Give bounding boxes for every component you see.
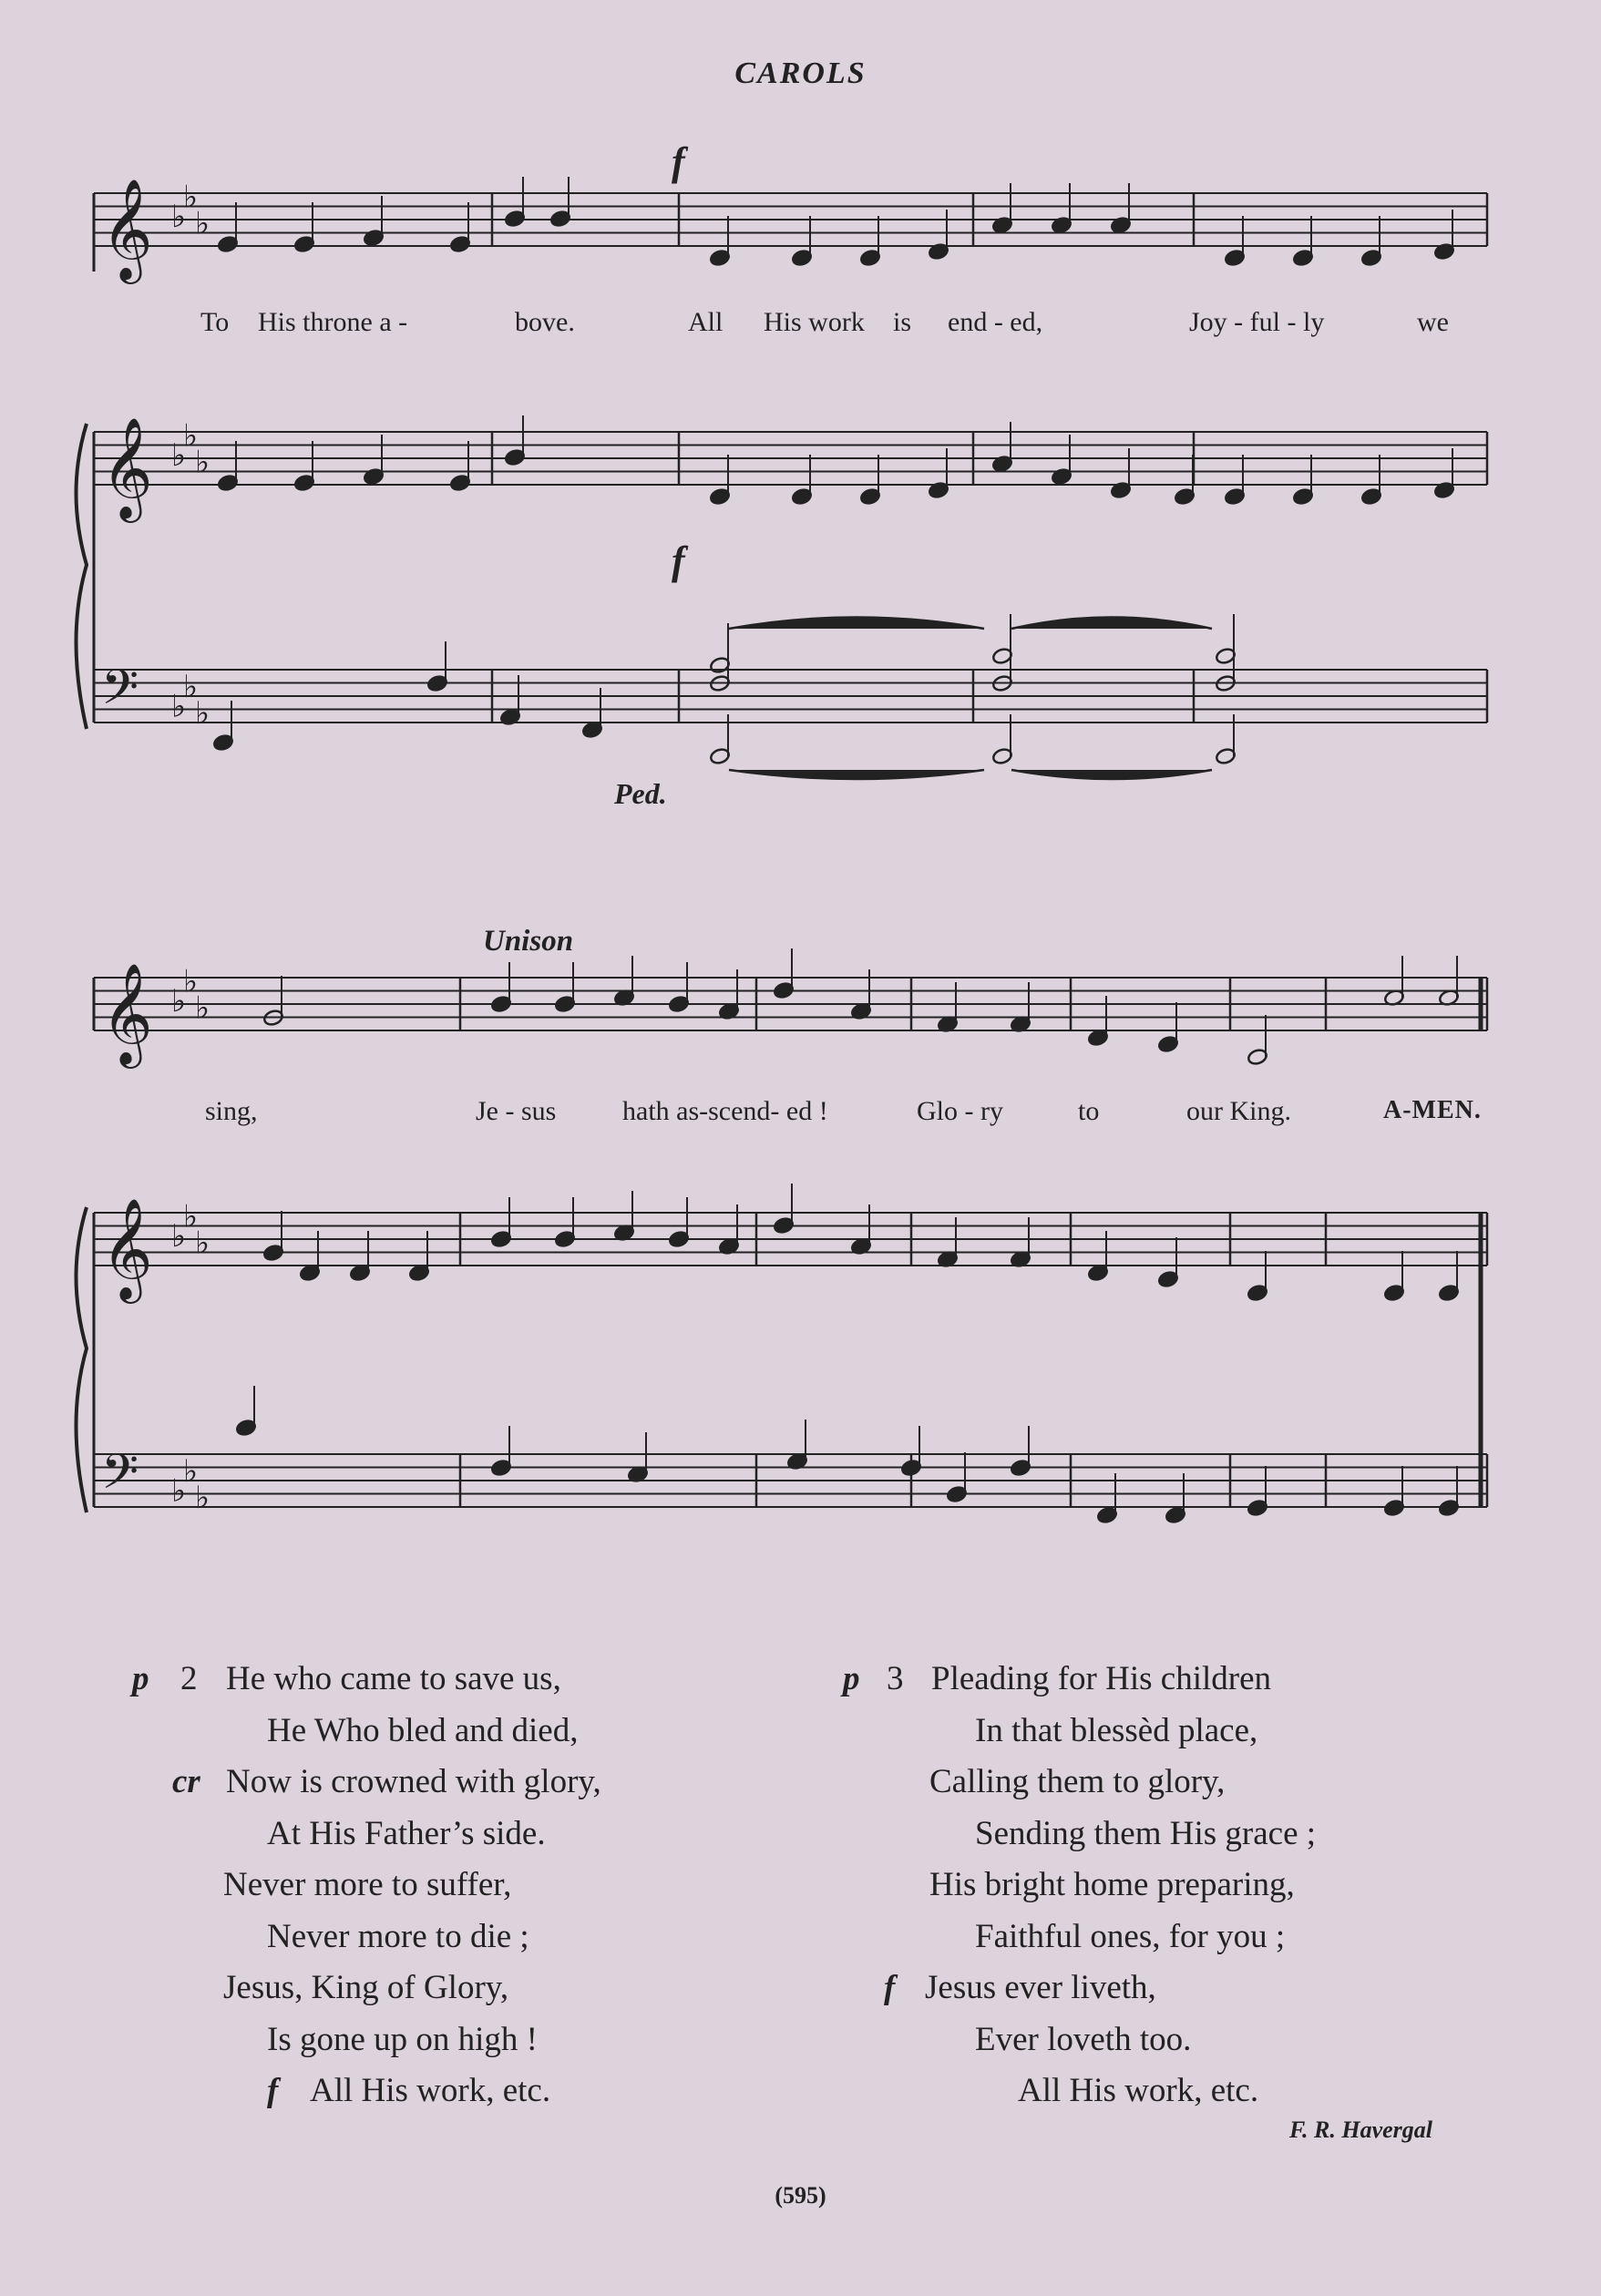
- piano-brace: [77, 424, 87, 729]
- treble-clef-icon: 𝄞: [101, 962, 153, 1064]
- page-number: (595): [775, 2182, 826, 2209]
- verse-text: He Who bled and died,: [267, 1711, 579, 1749]
- verse-2: [132, 1654, 788, 2117]
- verse-line: [132, 1809, 788, 1860]
- flat-icon: ♭: [171, 1218, 187, 1255]
- verse-text: In that blessèd place,: [975, 1711, 1258, 1749]
- dynamic-mark: f: [267, 2072, 279, 2109]
- lyric-s2-5: our King.: [1186, 1096, 1291, 1126]
- flat-icon: ♭: [171, 983, 187, 1020]
- verse-line: [843, 2014, 1499, 2066]
- treble-clef-icon: 𝄞: [101, 416, 153, 518]
- flat-icon: ♭: [183, 417, 199, 455]
- verse-text: Never more to die ;: [267, 1917, 529, 1955]
- verse-text: Sending them His grace ;: [975, 1814, 1317, 1852]
- flat-icon: ♭: [183, 668, 199, 705]
- dynamic-mark: f: [884, 1969, 896, 2006]
- verse-line: [843, 1757, 1499, 1809]
- verse-text: His bright home preparing,: [929, 1866, 1295, 1903]
- lyric-s2-3: Glo - ry: [917, 1096, 1003, 1126]
- unison-mark: Unison: [483, 925, 574, 958]
- lyric-s1-1: His throne a -: [258, 307, 408, 337]
- flat-icon: ♭: [171, 688, 187, 725]
- bass-clef-icon: 𝄢: [101, 660, 139, 728]
- verse-3: [843, 1654, 1499, 2117]
- verse-line: [843, 1706, 1499, 1758]
- verse-text: Is gone up on high !: [267, 2020, 538, 2058]
- author-attribution: F. R. Havergal: [1289, 2117, 1432, 2143]
- lyric-s2-4: to: [1078, 1096, 1100, 1126]
- verse-line: [843, 1654, 1499, 1706]
- verse-number: 2: [180, 1660, 198, 1697]
- treble-clef-icon: 𝄞: [101, 1197, 153, 1299]
- piano-brace: [77, 1207, 87, 1512]
- lyric-s1-7: Joy - ful - ly: [1189, 307, 1325, 337]
- verse-text: Jesus, King of Glory,: [223, 1969, 509, 2006]
- verse-line: [132, 1963, 788, 2014]
- verse-line: [843, 1809, 1499, 1860]
- dynamic-mark: p: [132, 1660, 149, 1697]
- verse-line: [132, 1757, 788, 1809]
- verse-line: [132, 1912, 788, 1963]
- lyric-s1-6: end - ed,: [948, 307, 1043, 337]
- flat-icon: ♭: [195, 1225, 210, 1262]
- flat-icon: ♭: [171, 1472, 187, 1510]
- lyric-s1-8: we: [1417, 307, 1449, 337]
- lyric-s2-amen: A-MEN.: [1383, 1096, 1482, 1124]
- verse-line: [132, 1706, 788, 1758]
- verse-text: Ever loveth too.: [975, 2020, 1192, 2058]
- lyric-s2-0: sing,: [205, 1096, 258, 1126]
- verse-line: [843, 1912, 1499, 1963]
- flat-icon: ♭: [183, 1452, 199, 1490]
- verse-line: [132, 1860, 788, 1912]
- flat-icon: ♭: [183, 179, 199, 216]
- flat-icon: ♭: [195, 444, 210, 481]
- flat-icon: ♭: [195, 989, 210, 1027]
- tie-arc: [1011, 770, 1212, 779]
- tie-arc: [1011, 618, 1212, 630]
- lyric-s1-5: is: [893, 307, 912, 337]
- verse-text: All His work, etc.: [310, 2072, 551, 2109]
- verse-text: Never more to suffer,: [223, 1866, 512, 1903]
- flat-icon: ♭: [171, 199, 187, 235]
- pedal-mark: Ped.: [614, 777, 667, 810]
- flat-icon: ♭: [195, 205, 210, 242]
- lyric-s1-3: All: [688, 307, 724, 337]
- verse-line: [132, 2014, 788, 2066]
- flat-icon: ♭: [195, 694, 210, 732]
- dynamic-forte-piano: f: [672, 538, 685, 583]
- verse-line: [132, 2065, 788, 2117]
- flat-icon: ♭: [195, 1479, 210, 1516]
- verse-text: Jesus ever liveth,: [925, 1969, 1156, 2006]
- verse-line: [843, 2065, 1499, 2117]
- verse-text: Faithful ones, for you ;: [975, 1917, 1286, 1955]
- flat-icon: ♭: [171, 437, 187, 474]
- bass-clef-icon: 𝄢: [101, 1444, 139, 1512]
- verse-line: [843, 1860, 1499, 1912]
- tie-arc: [729, 618, 984, 630]
- lyric-s2-2: hath as-scend- ed !: [622, 1096, 828, 1126]
- verse-text: He who came to save us,: [226, 1660, 561, 1697]
- tie-arc: [729, 770, 984, 779]
- treble-clef-icon: 𝄞: [101, 178, 153, 280]
- dynamic-mark: p: [843, 1660, 860, 1697]
- lyric-s1-2: bove.: [515, 307, 575, 337]
- verse-text: Now is crowned with glory,: [226, 1763, 601, 1800]
- dynamic-mark: cr: [172, 1763, 200, 1800]
- verse-number: 3: [887, 1660, 904, 1697]
- lyric-s1-0: To: [200, 307, 230, 337]
- verse-text: Calling them to glory,: [929, 1763, 1226, 1800]
- flat-icon: ♭: [183, 1198, 199, 1235]
- dynamic-forte-voice: f: [672, 139, 685, 184]
- lyric-s1-4: His work: [764, 307, 865, 337]
- verse-text: At His Father’s side.: [267, 1814, 546, 1852]
- verse-line: [843, 1963, 1499, 2014]
- verse-text: Pleading for His children: [931, 1660, 1271, 1697]
- flat-icon: ♭: [183, 963, 199, 1000]
- lyric-s2-1: Je - sus: [476, 1096, 557, 1126]
- verse-line: [132, 1654, 788, 1706]
- page-header: CAROLS: [734, 56, 867, 90]
- verse-text: All His work, etc.: [1018, 2072, 1259, 2109]
